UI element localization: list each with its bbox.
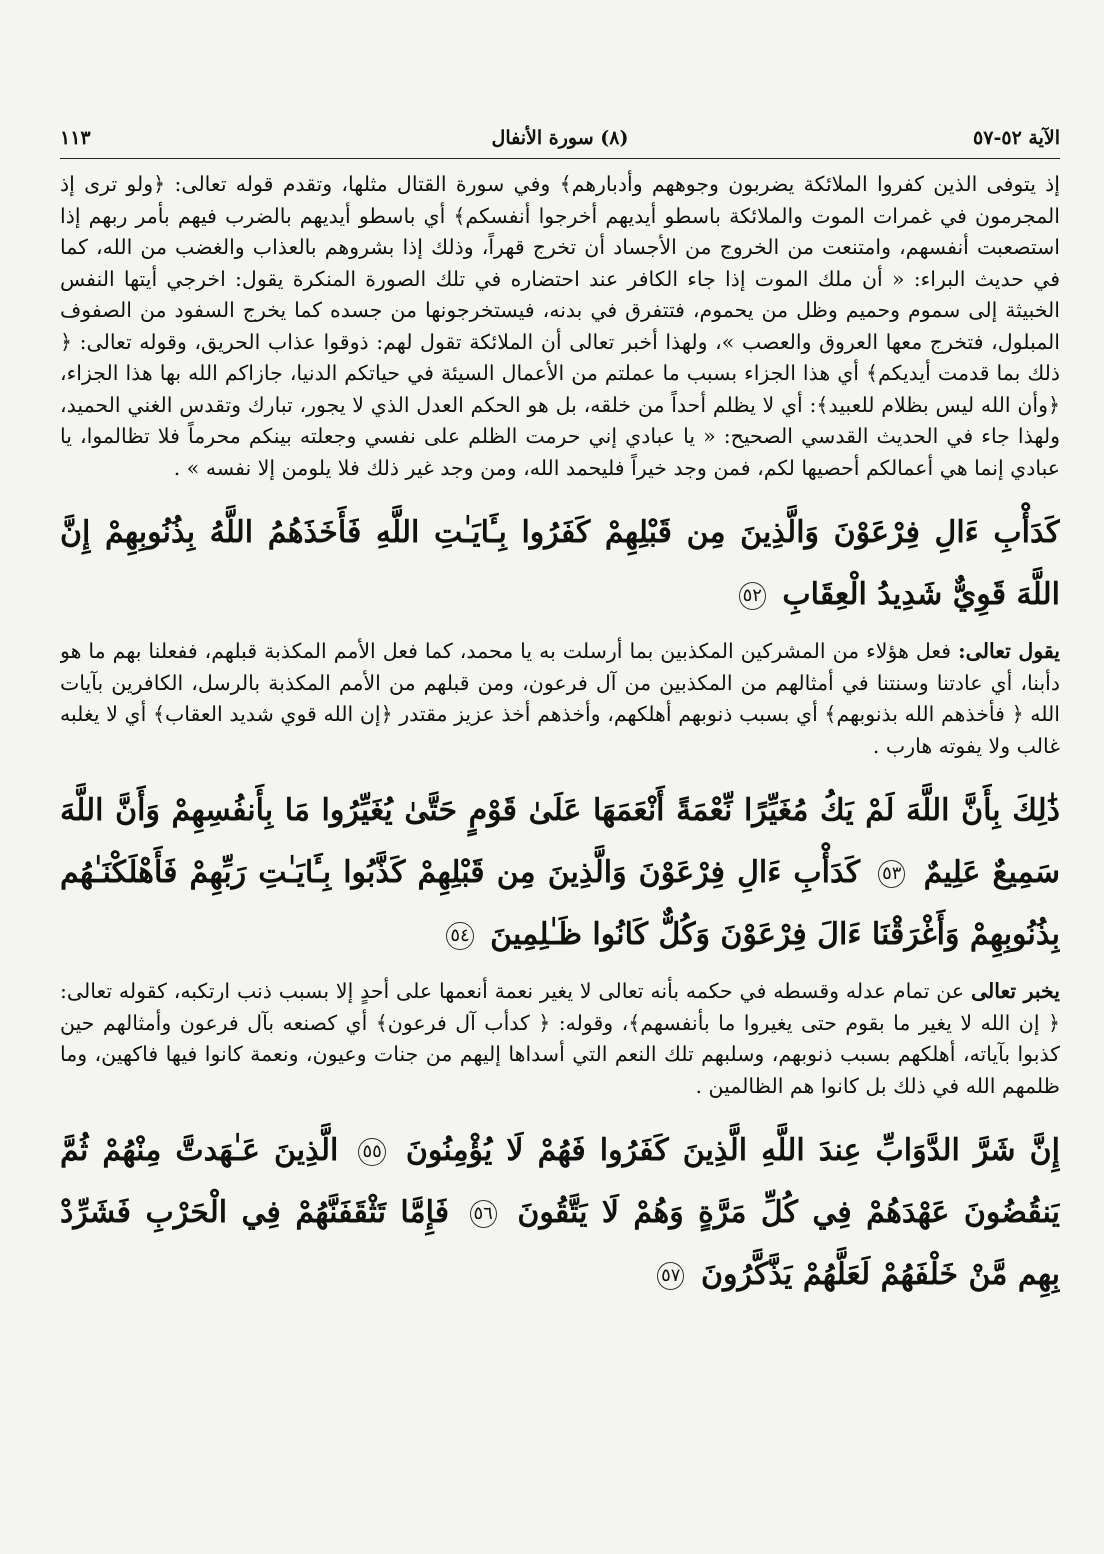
surah-title: (٨) سورة الأنفال	[491, 127, 629, 149]
ayah-text: كَدَأْبِ ءَالِ فِرْعَوْنَ وَالَّذِينَ مِن قَبْلِهِمْ كَفَرُوا بِـَٔايَـٰتِ اللَّهِ فَأَخَذَهُمُ اللَّهُ بِذُنُوبِهِمْ إِنَّ اللَّهَ قَوِيٌّ شَدِيدُ الْعِقَابِ	[60, 515, 1060, 612]
tafsir-paragraph-2	[60, 636, 1060, 762]
ayah-number-marker: ٥٧	[657, 1262, 684, 1290]
ayah-53-54	[60, 780, 1060, 966]
ayah-number-marker: ٥٤	[446, 922, 473, 950]
ayah-range: الآية ٥٢-٥٧	[973, 127, 1060, 149]
ayah-55-57	[60, 1120, 1060, 1306]
ayah-number-marker: ٥٦	[470, 1200, 497, 1228]
ayah-number-marker: ٥٥	[358, 1138, 385, 1166]
paragraph-lead: يقول تعالى:	[958, 639, 1060, 663]
paragraph-text: فعل هؤلاء من المشركين المكذبين بما أرسلت به يا محمد، كما فعل الأمم المكذبة قبلهم، ففعلنا بهم ما هو دأبنا، أي عادتنا وسنتنا في أمثالهم من المكذبين من آل فرعون، ومن قبلهم من الأمم المكذبة بالرسل، الكافرين بآيات الله ﴿ فأخذهم الله بذنوبهم﴾ أي بسبب ذنوبهم أهلكهم، وأخذهم أخذ عزيز مقتدر ﴿إن الله قوي شديد العقاب﴾ أي لا يغلبه غالب ولا يفوته هارب .	[60, 639, 1060, 758]
ayah-text: إِنَّ شَرَّ الدَّوَابِّ عِندَ اللَّهِ الَّذِينَ كَفَرُوا فَهُمْ لَا يُؤْمِنُونَ	[405, 1133, 1060, 1168]
paragraph-lead: يخبر تعالى	[970, 979, 1060, 1003]
page-body	[60, 169, 1060, 1306]
ayah-number-marker: ٥٢	[739, 582, 766, 610]
page	[60, 118, 1060, 1528]
ayah-text: الَّذِينَ عَـٰهَدتَّ مِنْهُمْ ثُمَّ يَنقُضُونَ عَهْدَهُمْ فِي كُلِّ مَرَّةٍ وَهُمْ لَا يَتَّقُونَ	[60, 1133, 1060, 1230]
tafsir-paragraph-3	[60, 976, 1060, 1102]
ayah-text: ذَٰلِكَ بِأَنَّ اللَّهَ لَمْ يَكُ مُغَيِّرًا نِّعْمَةً أَنْعَمَهَا عَلَىٰ قَوْمٍ حَتَّىٰ يُغَيِّرُوا مَا بِأَنفُسِهِمْ وَأَنَّ اللَّهَ سَمِيعٌ عَلِيمٌ	[60, 793, 1060, 890]
page-header	[60, 118, 1060, 159]
ayah-number-marker: ٥٣	[878, 860, 905, 888]
tafsir-paragraph-1: إذ يتوفى الذين كفروا الملائكة يضربون وجوههم وأدبارهم﴾ وفي سورة القتال مثلها، وتقدم قوله تعالى: ﴿ولو ترى إذ المجرمون في غمرات الموت والملائكة باسطو أيديهم أخرجوا أنفسكم﴾ أي باسطو أيديهم بالضرب فيهم بأمر ربهم إذا استصعبت أنفسهم، وامتنعت من الخروج من الأجساد أن تخرج قهراً، وذلك إذا بشروهم بالعذاب والغضب من الله، كما في حديث البراء: « أن ملك الموت إذا جاء الكافر عند احتضاره في تلك الصورة المنكرة يقول: اخرجي أيتها النفس الخبيثة إلى سموم وحميم وظل من يحموم، فتتفرق في بدنه، فيستخرجونها من جسده كما يخرج السفود من الصفوف المبلول، فتخرج معها العروق والعصب »، ولهذا أخبر تعالى أن الملائكة تقول لهم: ذوقوا عذاب الحريق، وقوله تعالى: ﴿ ذلك بما قدمت أيديكم﴾ أي هذا الجزاء بسبب ما عملتم من الأعمال السيئة في حياتكم الدنيا، جازاكم الله بها هذا الجزاء، ﴿وأن الله ليس بظلام للعبيد﴾: أي لا يظلم أحداً من خلقه، بل هو الحكم العدل الذي لا يجور، تبارك وتقدس الغني الحميد، ولهذا جاء في الحديث القدسي الصحيح: « يا عبادي إني حرمت الظلم على نفسي وجعلته بينكم محرماً فلا تظالموا، يا عبادي إنما هي أعمالكم أحصيها لكم، فمن وجد خيراً فليحمد الله، ومن وجد غير ذلك فلا يلومن إلا نفسه » .	[60, 172, 1060, 480]
ayah-text: كَدَأْبِ ءَالِ فِرْعَوْنَ وَالَّذِينَ مِن قَبْلِهِمْ كَذَّبُوا بِـَٔايَـٰتِ رَبِّهِمْ فَأَهْلَكْنَـٰهُم بِذُنُوبِهِمْ وَأَغْرَقْنَا ءَالَ فِرْعَوْنَ وَكُلٌّ كَانُوا ظَـٰلِمِينَ	[60, 855, 1060, 952]
ayah-52	[60, 502, 1060, 626]
page-number: ١١٣	[60, 127, 91, 149]
ayah-text: فَإِمَّا تَثْقَفَنَّهُمْ فِي الْحَرْبِ فَشَرِّدْ بِهِم مَّنْ خَلْفَهُمْ لَعَلَّهُمْ يَذَّكَّرُونَ	[60, 1195, 1060, 1292]
paragraph-text: عن تمام عدله وقسطه في حكمه بأنه تعالى لا يغير نعمة أنعمها على أحدٍ إلا بسبب ذنب ارتكبه، كقوله تعالى: ﴿ إن الله لا يغير ما بقوم حتى يغيروا ما بأنفسهم﴾، وقوله: ﴿ كدأب آل فرعون﴾ أي كصنعه بآل فرعون وأمثالهم حين كذبوا بآياته، أهلكهم بسبب ذنوبهم، وسلبهم تلك النعم التي أسداها إليهم من جنات وعيون، ونعمة كانوا فيها فاكهين، وما ظلمهم الله في ذلك بل كانوا هم الظالمين .	[60, 979, 1060, 1098]
